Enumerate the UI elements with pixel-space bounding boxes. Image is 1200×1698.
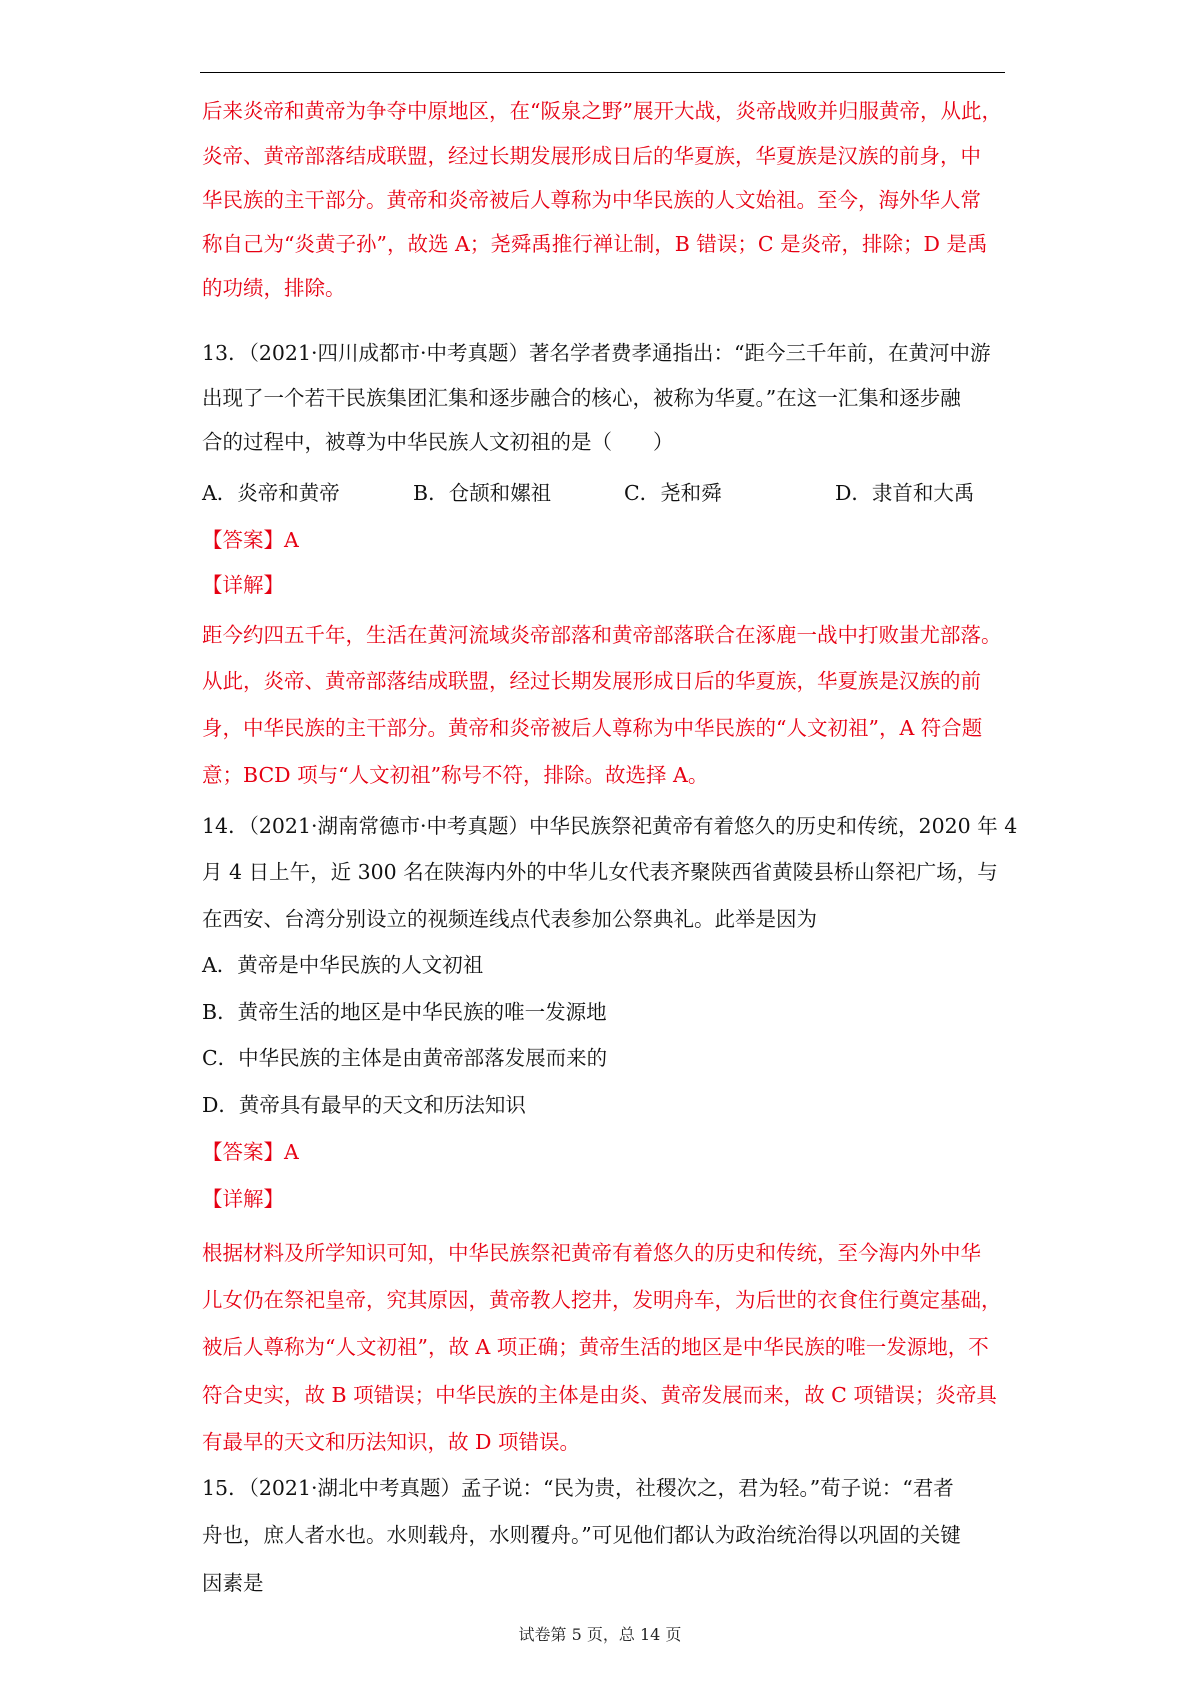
option-d: D．黄帝具有最早的天文和历法知识 bbox=[202, 1093, 526, 1117]
explanation-line: 称自己为“炎黄子孙”，故选 A；尧舜禹推行禅让制，B 错误；C 是炎帝，排除；D 是禹 bbox=[202, 232, 988, 256]
explanation-label: 【详解】 bbox=[202, 573, 284, 597]
explanation-line: 被后人尊称为“人文初祖”，故 A 项正确；黄帝生活的地区是中华民族的唯一发源地，不 bbox=[202, 1335, 989, 1359]
question-stem-line: 舟也，庶人者水也。水则载舟，水则覆舟。”可见他们都认为政治统治得以巩固的关键 bbox=[202, 1523, 961, 1547]
explanation-line: 根据材料及所学知识可知，中华民族祭祀黄帝有着悠久的历史和传统，至今海内外中华 bbox=[202, 1241, 981, 1265]
explanation-line: 距今约四五千年，生活在黄河流域炎帝部落和黄帝部落联合在涿鹿一战中打败蚩尤部落。 bbox=[202, 623, 1002, 647]
explanation-line: 有最早的天文和历法知识，故 D 项错误。 bbox=[202, 1430, 580, 1454]
question-stem-line: 14．（2021·湖南常德市·中考真题）中华民族祭祀黄帝有着悠久的历史和传统，2020 年 4 bbox=[202, 814, 1018, 838]
option-a: A．炎帝和黄帝 bbox=[202, 481, 340, 505]
question-stem-line: 15．（2021·湖北中考真题）孟子说：“民为贵，社稷次之，君为轻。”荀子说：“君者 bbox=[202, 1476, 954, 1500]
explanation-line: 意；BCD 项与“人文初祖”称号不符，排除。故选择 A。 bbox=[202, 763, 709, 787]
explanation-label: 【详解】 bbox=[202, 1187, 284, 1211]
question-stem-line: 月 4 日上午，近 300 名在陕海内外的中华儿女代表齐聚陕西省黄陵县桥山祭祀广场，与 bbox=[202, 860, 998, 884]
question-stem-line: 合的过程中，被尊为中华民族人文初祖的是（ ） bbox=[202, 430, 674, 454]
explanation-line: 从此，炎帝、黄帝部落结成联盟，经过长期发展形成日后的华夏族，华夏族是汉族的前 bbox=[202, 669, 981, 693]
explanation-line: 身，中华民族的主干部分。黄帝和炎帝被后人尊称为中华民族的“人文初祖”，A 符合题 bbox=[202, 716, 983, 740]
explanation-line: 华民族的主干部分。黄帝和炎帝被后人尊称为中华民族的人文始祖。至今，海外华人常 bbox=[202, 188, 981, 212]
header-rule bbox=[200, 72, 1005, 73]
explanation-line: 炎帝、黄帝部落结成联盟，经过长期发展形成日后的华夏族，华夏族是汉族的前身，中 bbox=[202, 144, 981, 168]
explanation-line: 后来炎帝和黄帝为争夺中原地区，在“阪泉之野”展开大战，炎帝战败并归服黄帝，从此， bbox=[202, 99, 1002, 123]
question-stem-line: 13．（2021·四川成都市·中考真题）著名学者费孝通指出：“距今三千年前，在黄河中游 bbox=[202, 341, 991, 365]
explanation-line: 儿女仍在祭祀皇帝，究其原因，黄帝教人挖井，发明舟车，为后世的衣食住行奠定基础， bbox=[202, 1288, 1002, 1312]
explanation-line: 的功绩，排除。 bbox=[202, 276, 346, 300]
option-a: A．黄帝是中华民族的人文初祖 bbox=[202, 953, 484, 977]
page-footer: 试卷第 5 页，总 14 页 bbox=[518, 1625, 682, 1644]
question-stem-line: 出现了一个若干民族集团汇集和逐步融合的核心，被称为华夏。”在这一汇集和逐步融 bbox=[202, 386, 961, 410]
option-c: C．中华民族的主体是由黄帝部落发展而来的 bbox=[202, 1046, 608, 1070]
answer-label: 【答案】A bbox=[202, 528, 299, 552]
answer-label: 【答案】A bbox=[202, 1140, 299, 1164]
option-b: B．黄帝生活的地区是中华民族的唯一发源地 bbox=[202, 1000, 607, 1024]
question-stem-line: 因素是 bbox=[202, 1571, 264, 1595]
option-c: C．尧和舜 bbox=[624, 481, 722, 505]
explanation-line: 符合史实，故 B 项错误；中华民族的主体是由炎、黄帝发展而来，故 C 项错误；炎帝具 bbox=[202, 1383, 997, 1407]
question-stem-line: 在西安、台湾分别设立的视频连线点代表参加公祭典礼。此举是因为 bbox=[202, 907, 817, 931]
option-d: D．隶首和大禹 bbox=[835, 481, 975, 505]
option-b: B．仓颉和嫘祖 bbox=[413, 481, 552, 505]
